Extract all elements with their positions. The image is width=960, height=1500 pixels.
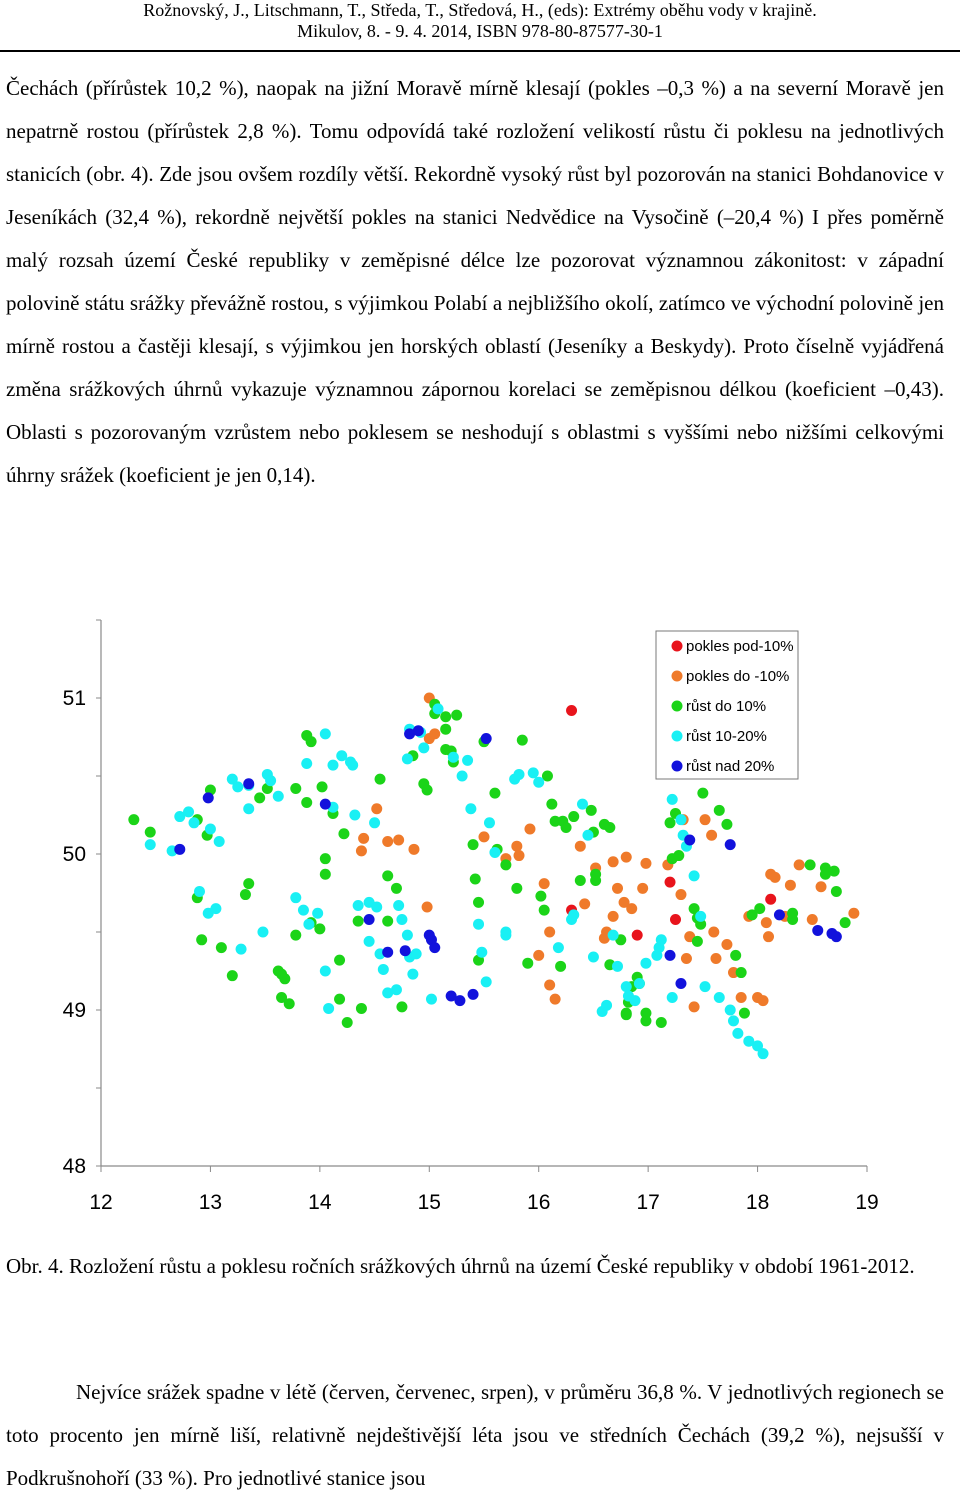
data-point: [378, 964, 389, 975]
legend-marker: [672, 671, 683, 682]
data-point: [393, 834, 404, 845]
legend-label: růst do 10%: [686, 698, 767, 715]
data-point: [468, 839, 479, 850]
data-point: [301, 758, 312, 769]
data-point: [831, 886, 842, 897]
data-point: [371, 803, 382, 814]
data-point: [608, 856, 619, 867]
data-point: [700, 981, 711, 992]
data-point: [774, 909, 785, 920]
data-point: [575, 841, 586, 852]
data-point: [681, 953, 692, 964]
data-point: [145, 827, 156, 838]
legend-marker: [672, 761, 683, 772]
data-point: [608, 911, 619, 922]
data-point: [462, 755, 473, 766]
data-point: [312, 908, 323, 919]
figure-caption: [6, 1245, 944, 1288]
data-point: [555, 961, 566, 972]
data-point: [612, 961, 623, 972]
data-point: [301, 797, 312, 808]
data-point: [364, 914, 375, 925]
data-point: [232, 781, 243, 792]
data-point: [816, 881, 827, 892]
data-point: [588, 951, 599, 962]
data-point: [714, 805, 725, 816]
data-point: [763, 931, 774, 942]
data-point: [794, 859, 805, 870]
data-point: [640, 858, 651, 869]
x-tick-label: 18: [745, 1191, 770, 1214]
data-point: [758, 1048, 769, 1059]
data-point: [194, 886, 205, 897]
data-point: [736, 967, 747, 978]
data-point: [500, 859, 511, 870]
data-point: [805, 859, 816, 870]
data-point: [785, 880, 796, 891]
data-point: [568, 909, 579, 920]
data-point: [604, 822, 615, 833]
data-point: [848, 908, 859, 919]
data-point: [770, 872, 781, 883]
data-point: [334, 955, 345, 966]
body-paragraph-2: [6, 1371, 944, 1500]
x-tick-label: 12: [89, 1191, 113, 1214]
data-point: [689, 1001, 700, 1012]
y-tick-label: 48: [62, 1155, 86, 1178]
data-point: [203, 792, 214, 803]
data-point: [356, 1003, 367, 1014]
data-point: [675, 814, 686, 825]
data-point: [511, 883, 522, 894]
data-point: [411, 948, 422, 959]
data-point: [481, 976, 492, 987]
data-point: [382, 916, 393, 927]
data-point: [320, 799, 331, 810]
header-isbn: Mikulov, 8. - 9. 4. 2014, ISBN 978-80-87577-30-1: [297, 21, 663, 41]
data-point: [514, 769, 525, 780]
data-point: [637, 883, 648, 894]
data-point: [700, 814, 711, 825]
data-point: [210, 903, 221, 914]
data-point: [408, 844, 419, 855]
data-point: [457, 771, 468, 782]
chart-legend: [656, 631, 798, 779]
data-point: [317, 781, 328, 792]
data-point: [807, 914, 818, 925]
data-point: [407, 969, 418, 980]
data-point: [544, 980, 555, 991]
data-point: [254, 792, 265, 803]
data-point: [396, 1001, 407, 1012]
data-point: [489, 788, 500, 799]
data-point: [706, 830, 717, 841]
data-point: [489, 847, 500, 858]
data-point: [621, 1008, 632, 1019]
data-point: [840, 917, 851, 928]
data-point: [667, 794, 678, 805]
data-point: [831, 931, 842, 942]
data-point: [353, 900, 364, 911]
data-point: [214, 836, 225, 847]
data-point: [422, 902, 433, 913]
header-citation: Rožnovský, J., Litschmann, T., Středa, T., Středová, H., (eds): Extrémy oběhu vody v krajině.: [143, 0, 817, 20]
x-tick-label: 15: [417, 1191, 441, 1214]
data-point: [216, 942, 227, 953]
data-point: [174, 844, 185, 855]
data-point: [514, 850, 525, 861]
legend-label: pokles do -10%: [686, 668, 790, 685]
data-point: [433, 703, 444, 714]
data-point: [353, 916, 364, 927]
data-point: [725, 839, 736, 850]
data-point: [236, 944, 247, 955]
data-point: [708, 927, 719, 938]
x-tick-label: 16: [527, 1191, 551, 1214]
data-point: [522, 958, 533, 969]
data-point: [342, 1017, 353, 1028]
data-point: [535, 891, 546, 902]
data-point: [320, 966, 331, 977]
data-point: [358, 833, 369, 844]
data-point: [382, 870, 393, 881]
data-point: [273, 791, 284, 802]
data-point: [320, 728, 331, 739]
data-point: [829, 866, 840, 877]
data-point: [553, 942, 564, 953]
data-point: [279, 973, 290, 984]
data-point: [393, 900, 404, 911]
data-point: [334, 994, 345, 1005]
y-tick-label: 49: [62, 999, 86, 1022]
data-point: [665, 817, 676, 828]
data-point: [402, 930, 413, 941]
data-point: [544, 927, 555, 938]
data-point: [710, 953, 721, 964]
data-point: [347, 760, 358, 771]
data-point: [524, 824, 535, 835]
data-point: [418, 742, 429, 753]
data-point: [575, 875, 586, 886]
data-point: [621, 852, 632, 863]
header-rule: [0, 50, 960, 52]
data-point: [468, 989, 479, 1000]
data-point: [128, 814, 139, 825]
data-point: [684, 834, 695, 845]
data-point: [539, 905, 550, 916]
legend-label: pokles pod-10%: [686, 638, 794, 655]
data-point: [621, 981, 632, 992]
data-point: [673, 850, 684, 861]
data-point: [579, 898, 590, 909]
data-point: [539, 878, 550, 889]
data-point: [812, 925, 823, 936]
data-point: [656, 1017, 667, 1028]
data-point: [338, 828, 349, 839]
data-point: [476, 947, 487, 958]
data-point: [566, 705, 577, 716]
data-point: [730, 950, 741, 961]
data-point: [732, 1028, 743, 1039]
data-point: [145, 839, 156, 850]
data-point: [721, 819, 732, 830]
data-point: [426, 994, 437, 1005]
data-point: [189, 817, 200, 828]
y-tick-label: 51: [62, 687, 86, 710]
data-point: [454, 995, 465, 1006]
data-point: [470, 873, 481, 884]
data-point: [692, 936, 703, 947]
data-point: [568, 811, 579, 822]
data-point: [533, 950, 544, 961]
data-point: [500, 930, 511, 941]
data-point: [675, 889, 686, 900]
paragraph-2-text: Nejvíce srážek spadne v létě (červen, červenec, srpen), v průměru 36,8 %. V jednotlivých regionech se toto procento jen mírně liší, relativně nejdeštivější léta jsou ve středních Čechách (39,2 %), nejsušší v Podkrušnohoří (33 %). Pro jednotlivé stanice jsou: [6, 1380, 944, 1490]
data-point: [695, 911, 706, 922]
x-tick-label: 19: [855, 1191, 879, 1214]
data-point: [429, 942, 440, 953]
data-point: [630, 995, 641, 1006]
data-point: [306, 736, 317, 747]
legend-marker: [672, 701, 683, 712]
data-point: [665, 950, 676, 961]
data-point: [484, 817, 495, 828]
data-point: [290, 892, 301, 903]
data-point: [761, 917, 772, 928]
data-point: [303, 919, 314, 930]
data-point: [400, 945, 411, 956]
data-point: [429, 728, 440, 739]
data-point: [382, 836, 393, 847]
data-point: [601, 1000, 612, 1011]
data-point: [448, 752, 459, 763]
x-tick-label: 17: [636, 1191, 660, 1214]
data-point: [243, 778, 254, 789]
data-point: [320, 869, 331, 880]
data-point: [758, 995, 769, 1006]
scatter-chart: [0, 600, 960, 1220]
data-point: [243, 878, 254, 889]
legend-marker: [672, 731, 683, 742]
data-point: [371, 902, 382, 913]
data-point: [728, 1015, 739, 1026]
legend-label: růst 10-20%: [686, 728, 767, 745]
data-point: [675, 978, 686, 989]
x-tick-label: 14: [308, 1191, 332, 1214]
data-point: [323, 1003, 334, 1014]
y-tick-label: 50: [62, 843, 86, 866]
data-point: [364, 936, 375, 947]
data-point: [196, 934, 207, 945]
data-point: [349, 810, 360, 821]
data-point: [533, 777, 544, 788]
data-point: [765, 894, 776, 905]
paragraph-1-text: Čechách (přírůstek 10,2 %), naopak na jižní Moravě mírně klesají (pokles –0,3 %) a na severní Moravě jen nepatrně rostou (přírůstek 2,8 %). Tomu odpovídá také rozložení velikostí růstu či poklesu na jednotlivých stanicích (obr. 4). Zde jsou ovšem rozdíly větší. Rekordně vysoký růst byl pozorován na stanici Bohdanovice v Jeseníkách (32,4 %), rekordně největší pokles na stanici Nedvědice na Vysočině (–20,4 %) I přes poměrně malý rozsah území České republiky v zeměpisné délce lze pozorovat významnou zákonitost: v západní polovině státu srážky převážně rostou, s výjimkou Polabí a nejbližšího okolí, zatímco ve východní polovině jen mírně rostou a častěji klesají, s výjimkou jen horských oblastí (Jeseníky a Beskydy). Proto číselně vyjádřená změna srážkových úhrnů vykazuje významnou zápornou korelaci se zeměpisnou délkou (koeficient –0,43). Oblasti s pozorovaným vzrůstem nebo poklesem se neshodují s oblastmi s vyššími nebo nižšími celkovými úhrny srážek (koeficient je jen 0,14).: [6, 76, 944, 487]
x-tick-label: 13: [198, 1191, 223, 1214]
data-point: [382, 947, 393, 958]
data-point: [550, 994, 561, 1005]
data-point: [697, 788, 708, 799]
data-point: [481, 733, 492, 744]
data-point: [243, 803, 254, 814]
data-point: [640, 1015, 651, 1026]
data-point: [561, 822, 572, 833]
data-point: [612, 883, 623, 894]
data-point: [183, 806, 194, 817]
data-point: [290, 930, 301, 941]
data-point: [257, 927, 268, 938]
data-point: [227, 970, 238, 981]
data-point: [391, 883, 402, 894]
data-point: [582, 830, 593, 841]
data-point: [736, 992, 747, 1003]
data-point: [396, 914, 407, 925]
data-point: [511, 841, 522, 852]
data-point: [473, 919, 484, 930]
data-point: [320, 853, 331, 864]
data-point: [725, 1005, 736, 1016]
data-point: [451, 710, 462, 721]
data-point: [608, 930, 619, 941]
data-point: [413, 725, 424, 736]
data-point: [356, 845, 367, 856]
legend-marker: [672, 641, 683, 652]
data-point: [632, 930, 643, 941]
data-point: [640, 958, 651, 969]
legend-label: růst nad 20%: [686, 758, 775, 775]
data-point: [422, 785, 433, 796]
data-point: [479, 831, 490, 842]
data-point: [787, 908, 798, 919]
body-paragraph-1: [6, 67, 944, 497]
data-point: [517, 735, 528, 746]
data-point: [298, 905, 309, 916]
data-point: [205, 824, 216, 835]
data-point: [327, 760, 338, 771]
data-point: [240, 889, 251, 900]
data-point: [402, 753, 413, 764]
data-point: [284, 998, 295, 1009]
data-point: [528, 767, 539, 778]
data-point: [754, 903, 765, 914]
figure-caption-text: Obr. 4. Rozložení růstu a poklesu ročních srážkových úhrnů na území České republiky v období 1961-2012.: [6, 1254, 915, 1278]
data-point: [577, 799, 588, 810]
data-point: [546, 799, 557, 810]
data-point: [665, 877, 676, 888]
data-point: [590, 875, 601, 886]
data-point: [656, 934, 667, 945]
data-point: [714, 992, 725, 1003]
page-header: [0, 0, 960, 42]
data-point: [670, 914, 681, 925]
data-point: [739, 1008, 750, 1019]
data-point: [721, 939, 732, 950]
data-point: [626, 903, 637, 914]
data-point: [634, 978, 645, 989]
data-point: [314, 923, 325, 934]
data-point: [667, 992, 678, 1003]
data-point: [465, 803, 476, 814]
data-point: [440, 724, 451, 735]
data-point: [375, 774, 386, 785]
data-point: [290, 783, 301, 794]
data-point: [473, 897, 484, 908]
data-point: [391, 984, 402, 995]
data-point: [369, 817, 380, 828]
data-point: [689, 870, 700, 881]
data-point: [265, 775, 276, 786]
